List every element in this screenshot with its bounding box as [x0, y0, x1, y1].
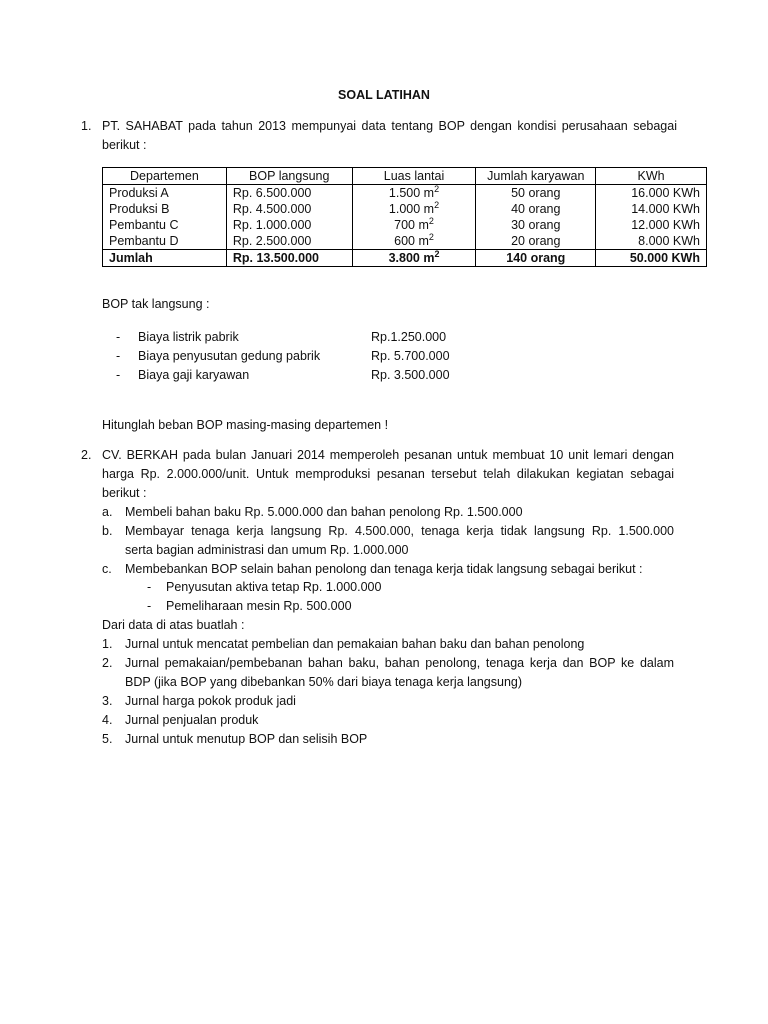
area-exponent: 2 [434, 199, 440, 210]
area-exponent: 2 [428, 215, 434, 226]
kwh-cell: 14.000 KWh [596, 201, 707, 217]
activity-text: Membebankan BOP selain bahan penolong dan tenaga kerja tidak langsung sebagai berikut : [125, 562, 643, 576]
task-text: Jurnal untuk mencatat pembelian dan pemakaian bahan baku dan bahan penolong [125, 637, 585, 651]
bop-cell: Rp. 1.000.000 [226, 217, 352, 233]
employee-cell: 40 orang [476, 201, 596, 217]
cost-item-amount: Rp. 5.700.000 [371, 349, 450, 363]
area-exponent: 2 [434, 248, 440, 259]
total-bop-cell: Rp. 13.500.000 [226, 250, 352, 267]
total-area-cell: 3.800 $m^2$ [352, 250, 476, 267]
task-text: Jurnal untuk menutup BOP dan selisih BOP [125, 732, 368, 746]
task-number: 5. [102, 732, 113, 746]
activity-text: Membeli bahan baku Rp. 5.000.000 dan bahan penolong Rp. 1.500.000 [125, 505, 523, 519]
task-heading: Dari data di atas buatlah : [102, 618, 245, 632]
page-title: SOAL LATIHAN [338, 88, 430, 102]
table-row [103, 233, 707, 250]
bullet: - [116, 349, 121, 363]
area-cell: 600 $m^2$ [352, 233, 476, 250]
total-employee-cell: 140 orang [476, 250, 596, 267]
area-cell: 700 $m^2$ [352, 217, 476, 233]
activity-text-continued: serta bagian administrasi dan umum Rp. 1.000.000 [125, 543, 409, 557]
bullet: - [116, 330, 121, 344]
task-text: Jurnal pemakaian/pembebanan bahan baku, bahan penolong, tenaga kerja dan BOP ke dalam [125, 656, 674, 670]
area-cell: 1.500 $m^2$ [352, 185, 476, 202]
bop-cell: Rp. 4.500.000 [226, 201, 352, 217]
table-row [103, 201, 707, 217]
task-number: 4. [102, 713, 113, 727]
task-number: 2. [102, 656, 113, 670]
table-row [103, 185, 707, 202]
table-total-row [103, 250, 707, 267]
table-header-cell: Luas lantai [352, 168, 476, 185]
q1-instruction: Hitunglah beban BOP masing-masing departemen ! [102, 418, 389, 432]
sub-item-text: Penyusutan aktiva tetap Rp. 1.000.000 [166, 580, 382, 594]
total-label-cell: Jumlah [103, 250, 227, 267]
activity-letter: a. [102, 505, 113, 519]
bop-cell: Rp. 6.500.000 [226, 185, 352, 202]
cost-item-amount: Rp. 3.500.000 [371, 368, 450, 382]
cost-item-label: Biaya gaji karyawan [138, 368, 250, 382]
bullet: - [147, 580, 152, 594]
dept-cell: Produksi B [103, 201, 227, 217]
cost-item-label: Biaya penyusutan gedung pabrik [138, 349, 321, 363]
area-cell: 1.000 $m^2$ [352, 201, 476, 217]
question-number-1: 1. [81, 119, 92, 133]
activity-text: Membayar tenaga kerja langsung Rp. 4.500.000, tenaga kerja tidak langsung Rp. 1.500.000 [125, 524, 674, 538]
table-header-cell: Departemen [103, 168, 227, 185]
kwh-cell: 8.000 KWh [596, 233, 707, 250]
task-text-continued: BDP (jika BOP yang dibebankan 50% dari biaya tenaga kerja langsung) [125, 675, 523, 689]
cost-item-label: Biaya listrik pabrik [138, 330, 239, 344]
employee-cell: 50 orang [476, 185, 596, 202]
bop-cell: Rp. 2.500.000 [226, 233, 352, 250]
q1-intro-line-2: berikut : [102, 138, 147, 152]
task-number: 1. [102, 637, 113, 651]
bop-table [102, 167, 707, 267]
question-number-2: 2. [81, 448, 92, 462]
area-exponent: 2 [434, 183, 440, 194]
table-header-cell: BOP langsung [226, 168, 352, 185]
bullet: - [147, 599, 152, 613]
q2-intro-line-1: CV. BERKAH pada bulan Januari 2014 memperoleh pesanan untuk membuat 10 unit lemari dengan [102, 448, 674, 462]
q1-intro-line-1: PT. SAHABAT pada tahun 2013 mempunyai data tentang BOP dengan kondisi perusahaan sebagai [102, 119, 677, 133]
dept-cell: Pembantu D [103, 233, 227, 250]
table-header-cell: Jumlah karyawan [476, 168, 596, 185]
activity-letter: b. [102, 524, 113, 538]
task-number: 3. [102, 694, 113, 708]
table-header-row [103, 168, 707, 185]
dept-cell: Produksi A [103, 185, 227, 202]
table-row [103, 217, 707, 233]
bullet: - [116, 368, 121, 382]
task-text: Jurnal penjualan produk [125, 713, 259, 727]
kwh-cell: 12.000 KWh [596, 217, 707, 233]
sub-item-text: Pemeliharaan mesin Rp. 500.000 [166, 599, 352, 613]
kwh-cell: 16.000 KWh [596, 185, 707, 202]
q2-intro-line-2: harga Rp. 2.000.000/unit. Untuk memproduksi pesanan tersebut telah dilakukan kegiatan sebagai [102, 467, 674, 481]
table-header-cell: KWh [596, 168, 707, 185]
employee-cell: 20 orang [476, 233, 596, 250]
dept-cell: Pembantu C [103, 217, 227, 233]
total-kwh-cell: 50.000 KWh [596, 250, 707, 267]
task-text: Jurnal harga pokok produk jadi [125, 694, 296, 708]
q2-intro-line-3: berikut : [102, 486, 147, 500]
cost-item-amount: Rp.1.250.000 [371, 330, 447, 344]
activity-letter: c. [102, 562, 112, 576]
employee-cell: 30 orang [476, 217, 596, 233]
area-exponent: 2 [428, 231, 434, 242]
indirect-bop-heading: BOP tak langsung : [102, 297, 210, 311]
